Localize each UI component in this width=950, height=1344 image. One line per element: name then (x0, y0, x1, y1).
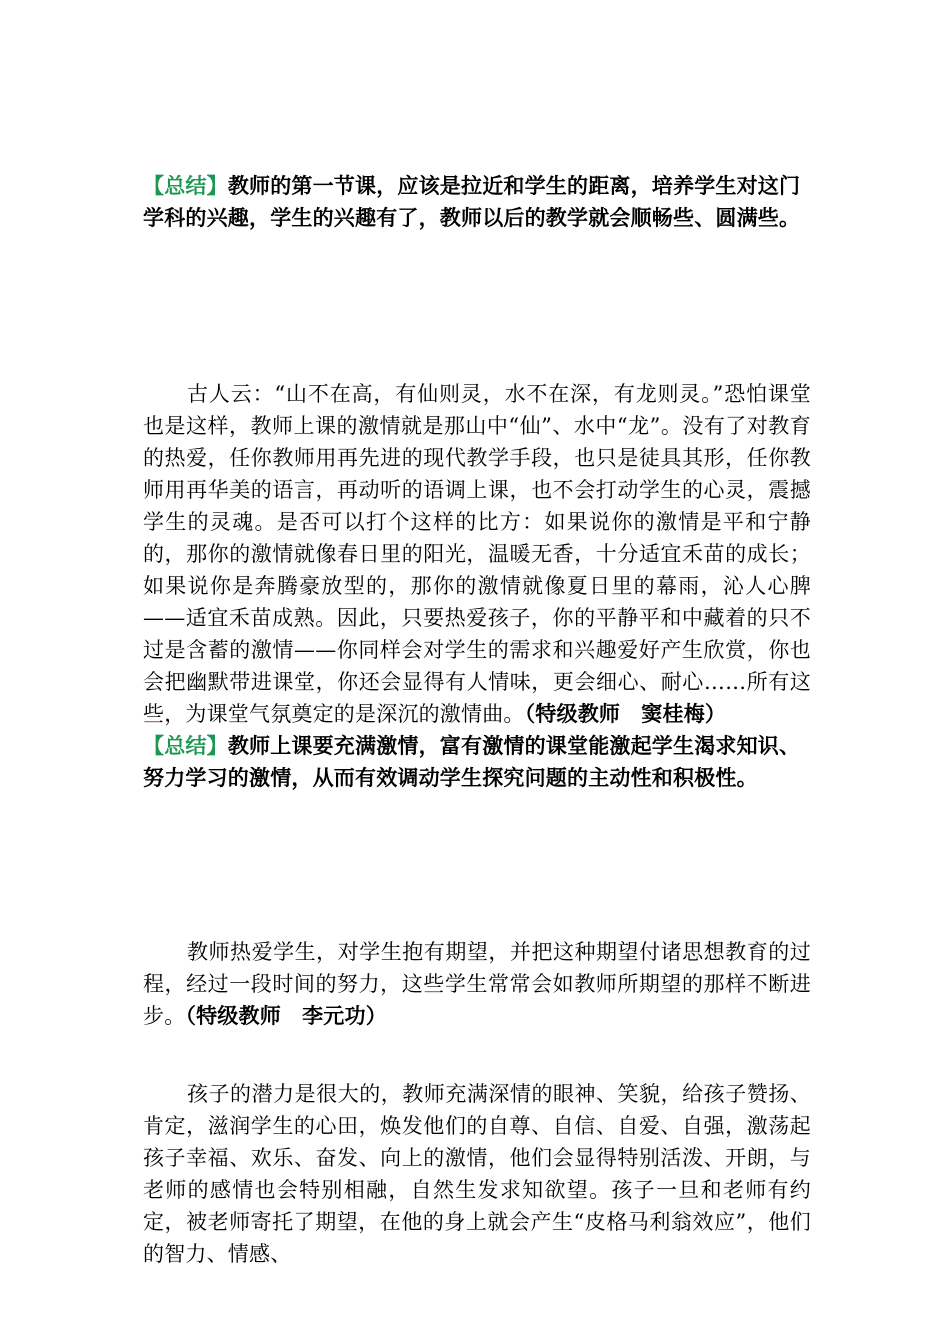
summary-2 (143, 730, 811, 794)
author-attribution: （特级教师 李元功） (185, 1004, 387, 1028)
summary-tag: 【总结】 (143, 734, 228, 758)
summary-1 (143, 170, 811, 234)
paragraph-text: 教师热爱学生，对学生抱有期望，并把这种期望付诸思想教育的过程，经过一段时间的努力，这些学生常常会如教师所期望的那样不断进步。 (143, 940, 811, 1028)
paragraph-text: 孩子的潜力是很大的，教师充满深情的眼神、笑貌，给孩子赞扬、肯定，滋润学生的心田，焕发他们的自尊、自信、自爱、自强，激荡起孩子幸福、欢乐、奋发、向上的激情，他们会显得特别活泼、开朗，与老师的感情也会特别相融，自然生发求知欲望。孩子一旦和老师有约定，被老师寄托了期望，在他的身上就会产生“皮格马利翁效应”，他们的智力、情感、 (143, 1082, 811, 1266)
paragraph-3 (143, 1078, 811, 1270)
summary-text: 教师的第一节课，应该是拉近和学生的距离，培养学生对这门学科的兴趣，学生的兴趣有了，教师以后的教学就会顺畅些、圆满些。 (143, 174, 801, 230)
summary-tag: 【总结】 (143, 174, 228, 198)
paragraph-2 (143, 936, 811, 1032)
summary-text: 教师上课要充满激情，富有激情的课堂能激起学生渴求知识、努力学习的激情，从而有效调动学生探究问题的主动性和积极性。 (143, 734, 801, 790)
author-attribution: （特级教师 窦桂梅） (524, 702, 727, 726)
paragraph-text: 古人云：“山不在高，有仙则灵，水不在深，有龙则灵。”恐怕课堂也是这样，教师上课的激情就是那山中“仙”、水中“龙”。没有了对教育的热爱，任你教师用再先进的现代教学手段，也只是徒具其形，任你教师用再华美的语言，再动听的语调上课，也不会打动学生的心灵，震撼学生的灵魂。是否可以打个这样的比方：如果说你的激情是平和宁静的，那你的激情就像春日里的阳光，温暖无香，十分适宜禾苗的成长；如果说你是奔腾豪放型的，那你的激情就像夏日里的幕雨，沁人心脾——适宜禾苗成熟。因此，只要热爱孩子，你的平静平和中藏着的只不过是含蓄的激情——你同样会对学生的需求和兴趣爱好产生欣赏，你也会把幽默带进课堂，你还会显得有人情味，更会细心、耐心……所有这些，为课堂气氛奠定的是深沉的激情曲。 (143, 382, 811, 726)
paragraph-1 (143, 378, 811, 730)
